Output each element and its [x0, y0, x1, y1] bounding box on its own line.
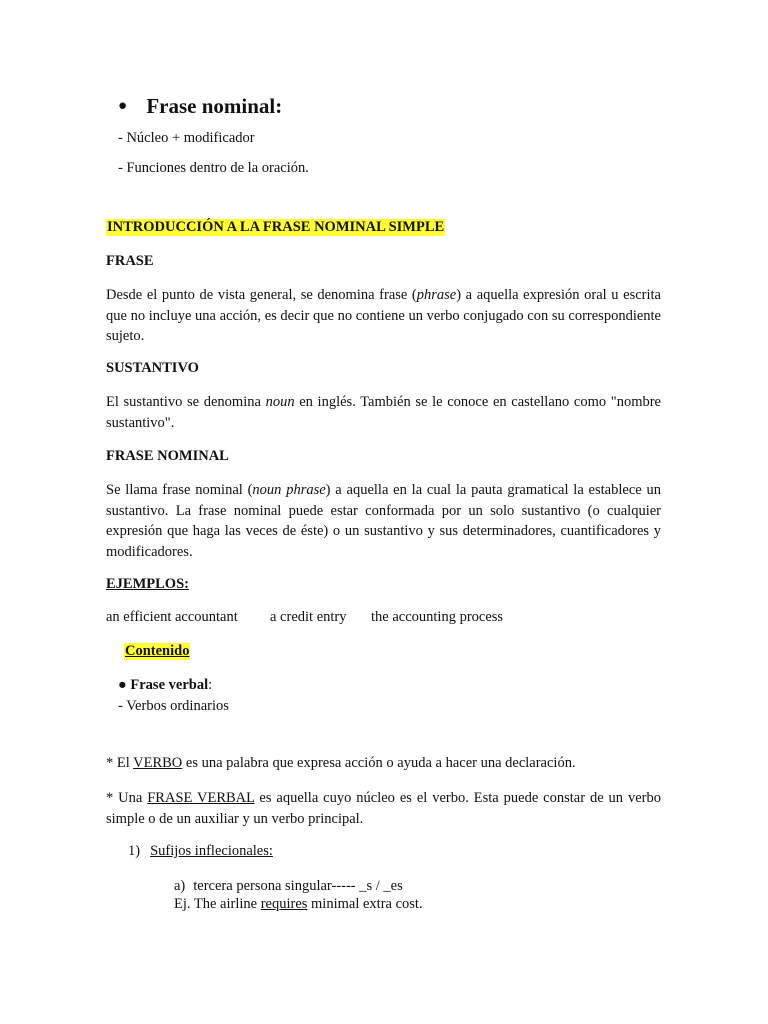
verbo-definition: * El VERBO es una palabra que expresa acción o ayuda a hacer una declaración. — [106, 755, 576, 771]
list-item: - Núcleo + modificador — [118, 130, 255, 146]
frase-verbal-heading: ● Frase verbal: — [118, 677, 213, 693]
contenido-label: Contenido — [125, 643, 190, 659]
bullet-heading — [118, 94, 282, 119]
frase-paragraph: Desde el punto de vista general, se denomina frase (phrase) a aquella expresión oral u escrita que no incluye una acción, es decir que no contiene un verbo conjugado con su correspondiente sujeto. — [106, 287, 661, 344]
sufijos-item: 1) Sufijos inflecionales: — [128, 843, 273, 859]
frase-nominal-heading: FRASE NOMINAL — [106, 448, 229, 464]
sustantivo-paragraph: El sustantivo se denomina noun en inglés. También se le conoce en castellano como "nombre sustantivo". — [106, 394, 661, 431]
frase-verbal-definition: * Una FRASE VERBAL es aquella cuyo núcleo es el verbo. Esta puede constar de un verbo simple o de un auxiliar y un verbo principal. — [106, 790, 661, 827]
ejemplos-heading: EJEMPLOS: — [106, 576, 189, 592]
bullet-icon: ● — [118, 98, 128, 114]
sub-item-a: a) tercera persona singular----- _s / _es — [174, 878, 403, 894]
intro-heading: INTRODUCCIÓN A LA FRASE NOMINAL SIMPLE — [107, 219, 445, 235]
list-item: - Verbos ordinarios — [118, 698, 229, 714]
example-item: an efficient accountant — [106, 609, 238, 625]
example-item: a credit entry — [270, 609, 347, 625]
frase-nominal-paragraph: Se llama frase nominal (noun phrase) a aquella en la cual la pauta gramatical la establece un sustantivo. La frase nominal puede estar conformada por un solo sustantivo (o cualquier expresión que haga las veces de éste) o un sustantivo y sus determinadores, cuantificadores y modificadores. — [106, 482, 661, 560]
section-title: Frase nominal: — [146, 94, 283, 118]
example-item: the accounting process — [371, 609, 504, 625]
sustantivo-heading: SUSTANTIVO — [106, 360, 199, 376]
frase-heading: FRASE — [106, 253, 154, 269]
list-item: - Funciones dentro de la oración. — [118, 160, 309, 176]
example-sentence: Ej. The airline requires minimal extra cost. — [174, 896, 423, 912]
